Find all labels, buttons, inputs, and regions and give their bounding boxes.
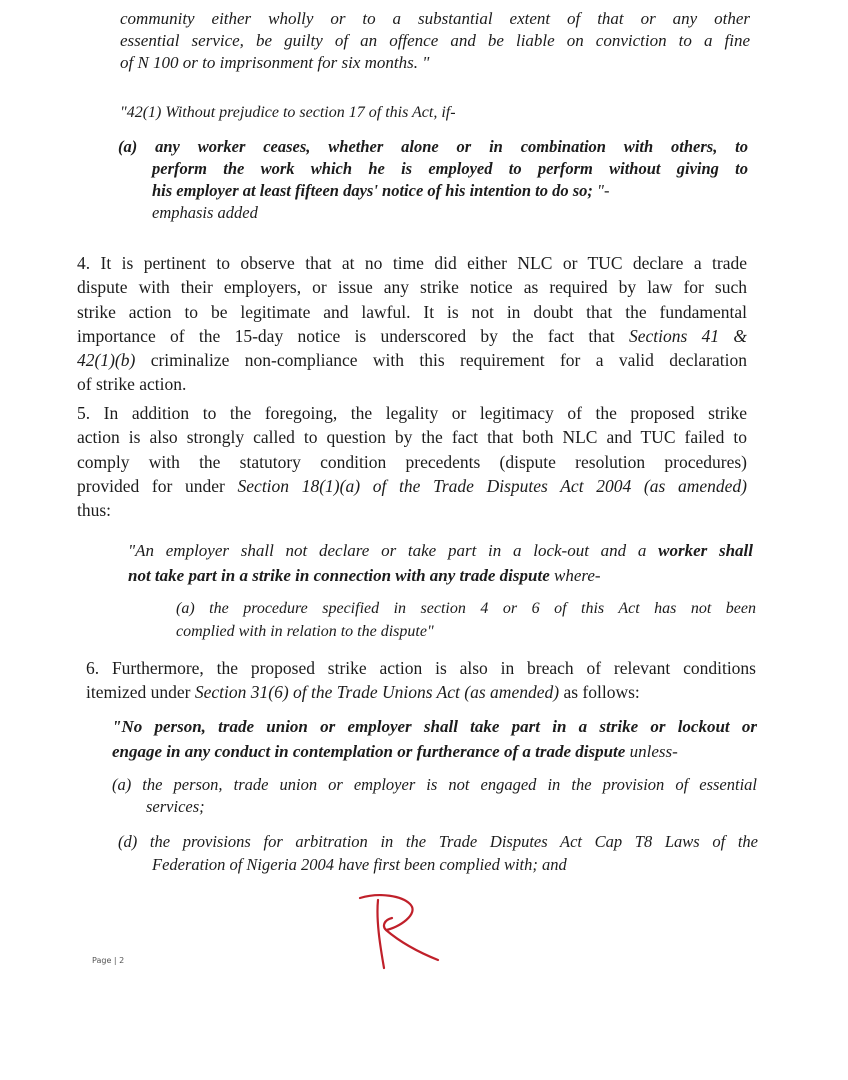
- paragraph-line: [86, 680, 756, 704]
- paragraph-line: [77, 324, 747, 348]
- text-run: as follows:: [559, 682, 640, 703]
- quote-line: Federation of Nigeria 2004 have first been complied with; and: [152, 855, 567, 874]
- statute-reference: Section 31(6) of the Trade Unions Act (as amended): [194, 682, 560, 703]
- paragraph-line: thus:: [77, 500, 112, 521]
- handwritten-initial-signature: [340, 890, 460, 980]
- quote-line: (a) any worker ceases, whether alone or in combination with others, to: [118, 137, 748, 156]
- paragraph-line: dispute with their employers, or issue any strike notice as required by law for such: [77, 277, 747, 298]
- quote-bold-text: worker shall: [658, 541, 753, 560]
- quote-line: [128, 538, 753, 563]
- paragraph-line: 4. It is pertinent to observe that at no time did either NLC or TUC declare a trade: [77, 253, 747, 273]
- quote-line: [112, 739, 757, 764]
- text-run: unless-: [625, 742, 678, 761]
- quote-section-31-d: [118, 830, 758, 876]
- quote-line: (a) the procedure specified in section 4 or 6 of this Act has not been: [176, 600, 756, 617]
- quote-section-42: "42(1) Without prejudice to section 17 of this Act, if-: [120, 104, 456, 121]
- page-number: Page | 2: [92, 956, 125, 965]
- paragraph-4: [77, 251, 747, 397]
- quote-top-line: of N 100 or to imprisonment for six months. ": [120, 53, 430, 72]
- paragraph-line: [77, 474, 747, 498]
- quote-section-31-a: [112, 774, 757, 818]
- paragraph-line: [77, 348, 747, 372]
- text-run: "An employer shall not declare or take part in a lock-out and a: [128, 541, 659, 560]
- statute-reference: Sections 41 &: [628, 325, 747, 346]
- paragraph-line: strike action to be legitimate and lawful. It is not in doubt that the fundamental: [77, 301, 747, 322]
- quote-line: (d) the provisions for arbitration in the Trade Disputes Act Cap T8 Laws of the: [118, 832, 758, 851]
- quote-line: services;: [146, 797, 205, 816]
- quote-top-line: community either wholly or to a substantial extent of that or any other: [120, 9, 750, 28]
- text-run: importance of the 15-day notice is underscored by the fact that: [77, 325, 629, 346]
- quote-top-line: essential service, be guilty of an offence and be liable on conviction to a fine: [120, 31, 750, 50]
- quote-line: perform the work which he is employed to perform without giving to: [152, 159, 748, 178]
- statute-reference: 42(1)(b): [77, 350, 136, 371]
- text-run: itemized under: [86, 682, 195, 703]
- quote-line: (a) the person, trade union or employer is not engaged in the provision of essential: [112, 775, 757, 794]
- quote-bold-text: not take part in a strike in connection with any trade dispute: [128, 566, 550, 585]
- paragraph-line: 5. In addition to the foregoing, the legality or legitimacy of the proposed strike: [77, 403, 747, 423]
- paragraph-line: comply with the statutory condition precedents (dispute resolution procedures): [77, 451, 747, 472]
- quote-line: [118, 180, 748, 202]
- emphasis-note: emphasis added: [152, 203, 258, 222]
- quote-line: complied with in relation to the dispute": [176, 623, 434, 640]
- paragraph-line: action is also strongly called to question by the fact that both NLC and TUC failed to: [77, 427, 747, 448]
- paragraph-line: 6. Furthermore, the proposed strike action is also in breach of relevant conditions: [86, 658, 756, 678]
- quote-top: [120, 8, 750, 74]
- text-run: where-: [549, 566, 601, 585]
- quote-bold-text: his employer at least fifteen days' notice of his intention to do so;: [152, 181, 593, 200]
- statute-reference: Section 18(1)(a) of the Trade Disputes Act 2004 (as amended): [237, 475, 748, 496]
- text-run: criminalize non-compliance with this requirement for a valid declaration: [135, 350, 747, 371]
- quote-line: "No person, trade union or employer shall take part in a strike or lockout or: [112, 717, 757, 736]
- quote-section-31: [112, 714, 757, 764]
- paragraph-6: [86, 656, 756, 705]
- quote-bold-text: engage in any conduct in contemplation or furtherance of a trade dispute: [112, 742, 626, 761]
- quote-section-18-a: [176, 597, 756, 643]
- quote-line: [128, 563, 753, 588]
- text-run: provided for under: [77, 475, 238, 496]
- paragraph-5: [77, 401, 747, 522]
- paragraph-line: of strike action.: [77, 374, 187, 395]
- quote-subsection-a: [118, 136, 748, 224]
- quote-section-18: [128, 538, 753, 588]
- quote-tail: "-: [592, 181, 610, 200]
